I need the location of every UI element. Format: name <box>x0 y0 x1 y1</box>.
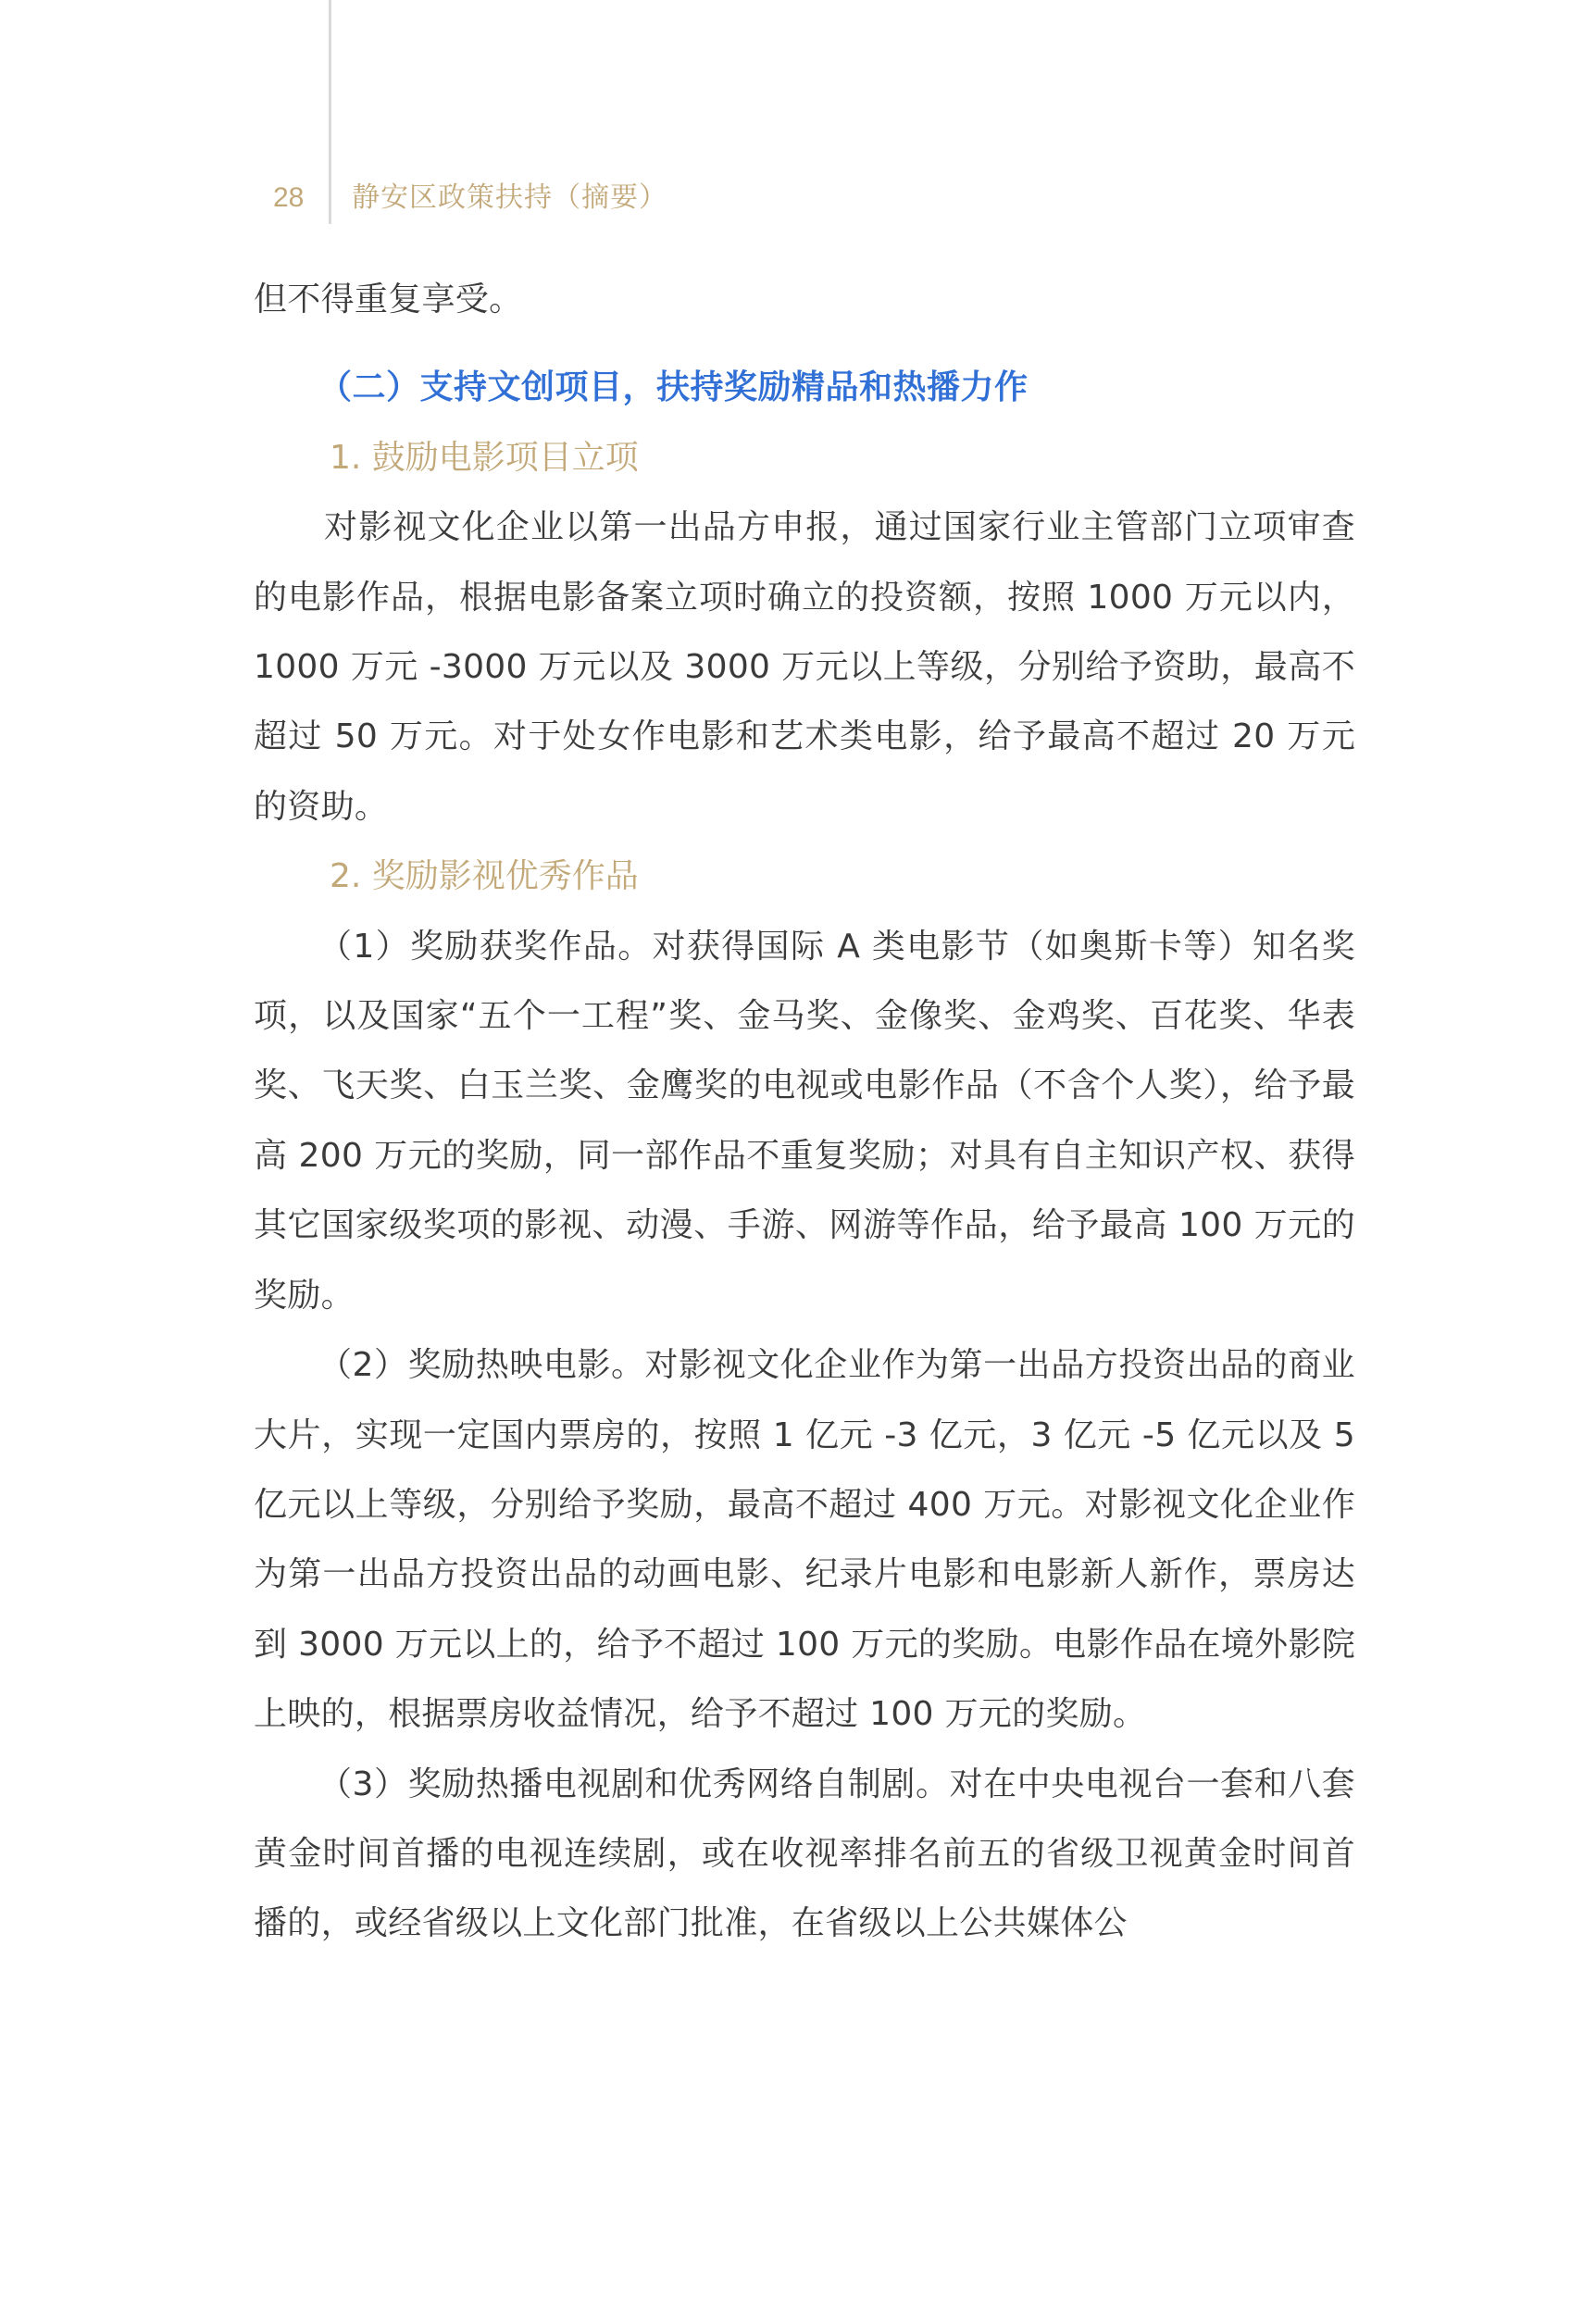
section-gap <box>254 334 1355 353</box>
subheading-1: 1. 鼓励电影项目立项 <box>330 438 639 477</box>
paragraph-film-project: 对影视文化企业以第一出品方申报，通过国家行业主管部门立项审查的电影作品，根据电影备案立项时确立的投资额，按照 1000 万元以内，1000 万元 -3000 万元以及 3000 万元以上等级，分别给予资助，最高不超过 50 万元。对于处女作电影和艺术类电影，给予最高不超过 20 万元的资助。 <box>254 508 1355 826</box>
subheading-2: 2. 奖励影视优秀作品 <box>330 857 639 896</box>
page-number: 28 <box>273 182 305 213</box>
section-heading: （二）支持文创项目，扶持奖励精品和热播力作 <box>318 368 1029 407</box>
running-title: 静安区政策扶持（摘要） <box>352 181 667 214</box>
header-divider-line <box>329 0 331 224</box>
paragraph-award-works: （1）奖励获奖作品。对获得国际 A 类电影节（如奥斯卡等）知名奖项，以及国家“五个一工程”奖、金马奖、金像奖、金鸡奖、百花奖、华表奖、飞天奖、白玉兰奖、金鹰奖的电视或电影作品（不含个人奖），给予最高 200 万元的奖励，同一部作品不重复奖励；对具有自主知识产权、获得其它国家级奖项的影视、动漫、手游、网游等作品，给予最高 100 万元的奖励。 <box>254 927 1355 1315</box>
continuation-paragraph: 但不得重复享受。 <box>254 281 523 318</box>
paragraph-hit-tv-series: （3）奖励热播电视剧和优秀网络自制剧。对在中央电视台一套和八套黄金时间首播的电视连续剧，或在收视率排名前五的省级卫视黄金时间首播的，或经省级以上文化部门批准，在省级以上公共媒体公 <box>254 1765 1355 1943</box>
paragraph-hit-films: （2）奖励热映电影。对影视文化企业作为第一出品方投资出品的商业大片，实现一定国内票房的，按照 1 亿元 -3 亿元，3 亿元 -5 亿元以及 5 亿元以上等级，分别给予奖励，最高不超过 400 万元。对影视文化企业作为第一出品方投资出品的动画电影、纪录片电影和电影新人新作，票房达到 3000 万元以上的，给予不超过 100 万元的奖励。电影作品在境外影院上映的，根据票房收益情况，给予不超过 100 万元的奖励。 <box>254 1346 1355 1734</box>
document-body <box>254 265 1355 1959</box>
